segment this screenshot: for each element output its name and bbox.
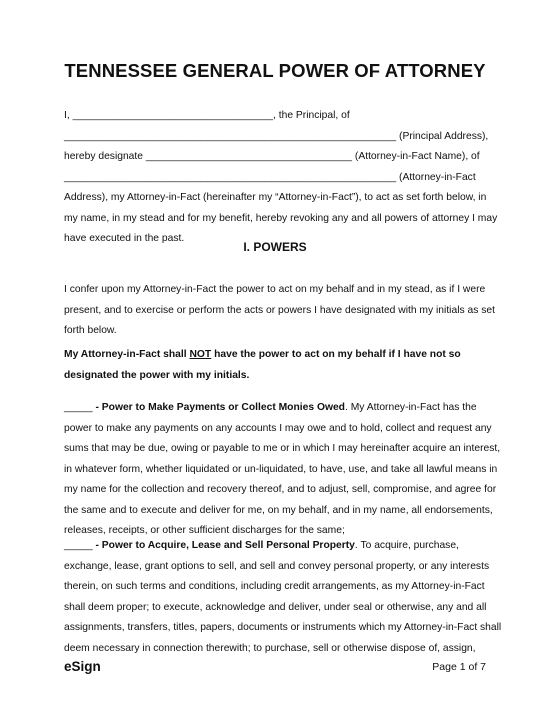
notice-line-1 [64, 345, 488, 366]
confer-line-1: I confer upon my Attorney-in-Fact the power to act on my behalf and in my stead, as if I were [64, 284, 486, 295]
intro-line-5: Address), my Attorney-in-Fact (hereinafter my “Attorney-in-Fact”), to act as set forth below, in [64, 192, 487, 203]
not-emphasis: NOT [189, 349, 212, 360]
text: (Attorney-in-Fact [396, 171, 476, 183]
power2-line-5: assignments, transfers, titles, papers, documents or instruments which my Attorney-in-Fact shall [64, 622, 502, 633]
confer-line-2: present, and to exercise or perform the acts or powers I have designated with my initials as set [64, 304, 495, 316]
text: hereby designate [64, 151, 146, 162]
document-title: TENNESSEE GENERAL POWER OF ATTORNEY [64, 60, 486, 81]
power2-initials-blank[interactable]: _____ [64, 540, 93, 551]
power2-line-6: deem necessary in connection therewith; to purchase, sell or otherwise dispose of, assign, [64, 642, 476, 654]
intro-line-4 [64, 168, 488, 189]
power1-initials-blank[interactable]: _____ [64, 402, 93, 413]
power1-heading: - Power to Make Payments or Collect Monies Owed [92, 402, 345, 413]
text: . To acquire, purchase, [354, 540, 459, 551]
power1-line-3: sums that may be due, owing or payable to me or in which I may hereinafter acquire an interest, [64, 443, 501, 454]
esign-logo: eSign [64, 659, 101, 674]
intro-line-1 [64, 106, 488, 127]
intro-line-7: have executed in the past. [64, 233, 185, 244]
power-personal-property-clause [64, 536, 502, 659]
intro-line-2 [64, 127, 488, 148]
power2-line-4: shall deem proper; to execute, acknowledge and deliver, under seal or otherwise, any and all [64, 601, 487, 613]
principal-name-blank[interactable]: ___________________________________ [72, 110, 274, 121]
intro-paragraph [64, 106, 498, 250]
principal-address-blank[interactable]: __________________________________________________________ [64, 130, 397, 142]
text: , the Principal, of [273, 110, 350, 121]
attorney-address-blank[interactable]: __________________________________________________________ [64, 171, 397, 183]
power2-line-2: exchange, lease, grant options to sell, and sell and convey personal property, or any interests [64, 560, 490, 572]
text: . My Attorney-in-Fact has the [344, 402, 477, 413]
intro-line-6: my name, in my stead and for my benefit, hereby revoking any and all powers of attorney I may [64, 212, 498, 224]
intro-line-3 [64, 147, 488, 168]
power1-line-7: releases, receipts, or other sufficient discharges for the same; [64, 525, 345, 536]
power-payments-clause [64, 398, 501, 542]
power2-heading: - Power to Acquire, Lease and Sell Personal Property [92, 540, 355, 551]
power1-line-5: my name for the collection and recovery thereof, and to adjust, sell, compromise, and agree for [64, 484, 497, 495]
power1-line-2: power to make any payments on any accounts I may owe and to hold, collect and request any [64, 422, 492, 434]
text: My Attorney-in-Fact shall [64, 349, 190, 360]
section-heading-powers: I. POWERS [243, 240, 307, 254]
power2-line-3: therein, on such terms and conditions, including credit arrangements, as my Attorney-in-Fact [64, 581, 485, 592]
notice-line-2: designated the power with my initials. [64, 369, 250, 381]
page-number: Page 1 of 7 [432, 661, 486, 673]
text: I, [64, 110, 73, 121]
power1-line-4: in whatever form, whether liquidated or un-liquidated, to have, use, and take all lawful means in [64, 463, 498, 475]
power1-line-6: the same and to execute and deliver for me, on my behalf, and in my name, all endorsements, [64, 504, 493, 516]
text: (Principal Address), [396, 130, 489, 142]
text: have the power to act on my behalf if I have not so [211, 349, 461, 360]
text: (Attorney-in-Fact Name), of [352, 151, 480, 162]
confer-line-3: forth below. [64, 325, 117, 336]
confer-paragraph [64, 280, 495, 342]
attorney-name-blank[interactable]: ____________________________________ [145, 151, 353, 162]
initials-notice [64, 345, 488, 386]
power1-line-1 [64, 398, 488, 419]
power2-line-1 [64, 536, 488, 557]
